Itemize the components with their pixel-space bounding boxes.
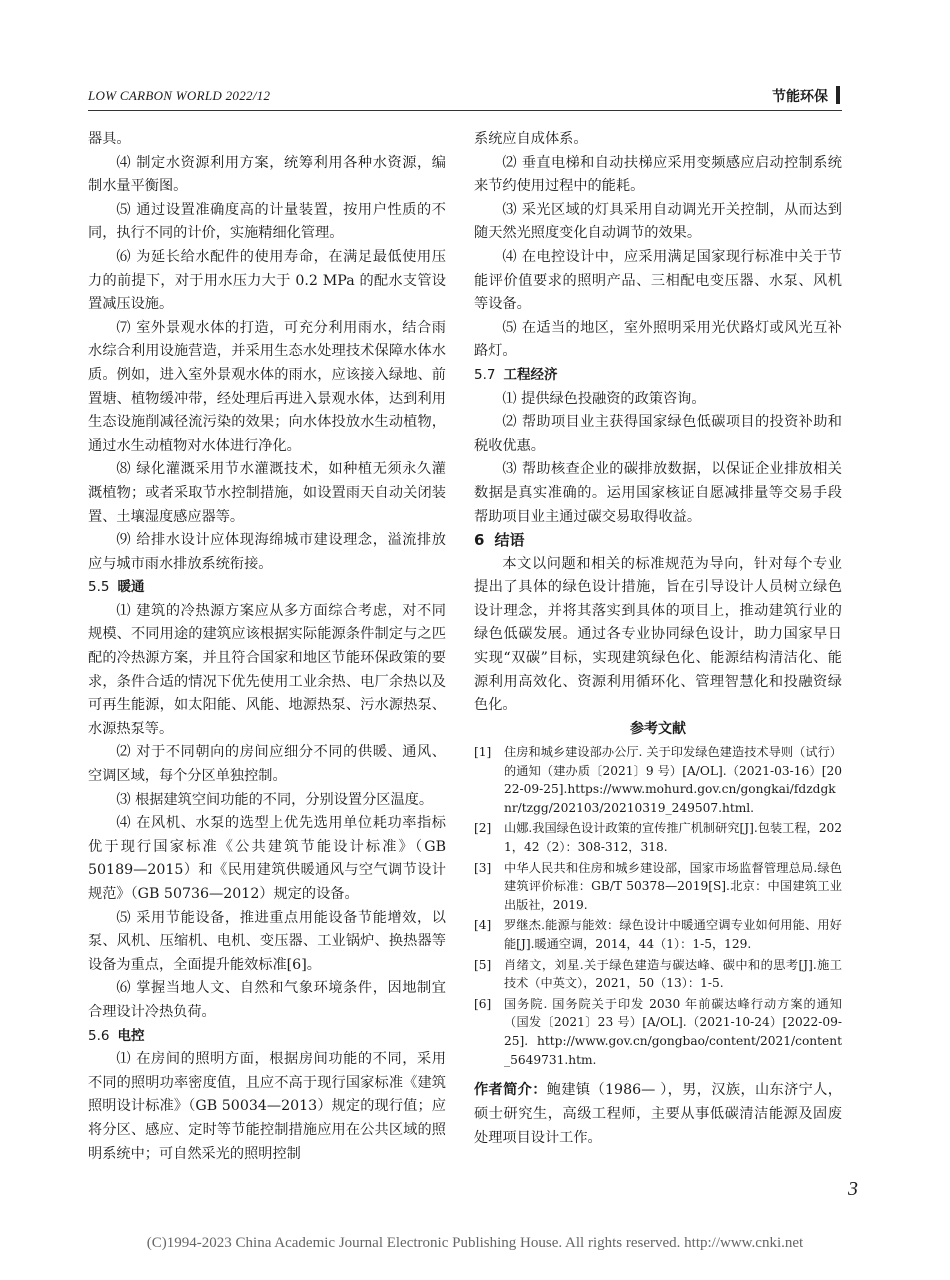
- reference-item: [474, 956, 842, 993]
- running-header: [88, 84, 842, 111]
- paragraph: ⑴ 在房间的照明方面，根据房间功能的不同，采用不同的照明功率密度值，且应不高于现行国家标准《建筑照明设计标准》（GB 50034—2013）规定的现行值；应将分区、感应、定时等节能控制措施应用在公共区域的照明系统中；可自然采光的照明控制: [88, 1051, 446, 1162]
- section-title: 结语: [494, 531, 525, 550]
- reference-number: [5]: [474, 957, 492, 972]
- paragraph: ⑶ 根据建筑空间功能的不同，分别设置分区温度。: [116, 791, 434, 808]
- section-heading-6: [474, 529, 842, 553]
- paragraph: ⑴ 建筑的冷热源方案应从多方面综合考虑，对不同规模、不同用途的建筑应该根据实际能源条件制定与之匹配的冷热源方案，并且符合国家和地区节能环保政策的要求，条件合适的情况下优先使用工业余热、电厂余热以及可再生能源，如太阳能、风能、地源热泵、污水源热泵、水源热泵等。: [88, 602, 446, 737]
- section-heading-5-6: [88, 1025, 446, 1049]
- paragraph: ⑵ 垂直电梯和自动扶梯应采用变频感应启动控制系统来节约使用过程中的能耗。: [474, 154, 842, 195]
- reference-item: [474, 995, 842, 1069]
- left-column: [88, 128, 446, 1166]
- section-number: 5.6: [88, 1027, 110, 1044]
- author-text: 鲍建镇（1986— ），男，汉族，山东济宁人，硕士研究生，高级工程师，主要从事低碳清洁能源及固废处理项目设计工作。: [474, 1082, 842, 1146]
- paragraph: ⑸ 采用节能设备，推进重点用能设备节能增效，以泵、风机、压缩机、电机、变压器、工业锅炉、换热器等设备为重点，全面提升能效标准[6]。: [88, 909, 446, 973]
- paragraph: ⑺ 室外景观水体的打造，可充分利用雨水，结合雨水综合利用设施营造，并采用生态水处理技术保障水体水质。例如，进入室外景观水体的雨水，应该接入绿地、前置塘、植物缓冲带，经处理后再进入景观水体，达到利用生态设施削减径流污染的效果；向水体投放水生动植物，通过水生动植物对水体进行净化。: [88, 319, 446, 454]
- paragraph: ⑹ 掌握当地人文、自然和气象环境条件，因地制宜合理设计冷热负荷。: [88, 980, 446, 1020]
- reference-text: 肖绪文，刘星.关于绿色建造与碳达峰、碳中和的思考[J].施工技术（中英文），2021，50（13）：1-5.: [504, 957, 842, 991]
- copyright-footer: (C)1994-2023 China Academic Journal Electronic Publishing House. All rights reserved. http://www.cnki.net: [146, 1235, 804, 1251]
- reference-item: [474, 916, 842, 953]
- section-number: 6: [474, 531, 485, 550]
- journal-name: LOW CARBON WORLD 2022/12: [88, 88, 271, 103]
- reference-item: [474, 859, 842, 915]
- paragraph: ⑴ 提供绿色投融资的政策咨询。: [502, 390, 706, 407]
- references-list: [474, 743, 842, 1071]
- paragraph: 系统应自成体系。: [474, 131, 588, 147]
- page-number: 3: [848, 1178, 858, 1200]
- paragraph: ⑸ 在适当的地区，室外照明采用光伏路灯或风光互补路灯。: [474, 319, 842, 360]
- references-title: 参考文献: [630, 721, 686, 737]
- reference-text: 罗继杰.能源与能效：绿色设计中暖通空调专业如何用能、用好能[J].暖通空调，2014，44（1）：1-5，129.: [504, 918, 842, 951]
- paragraph: ⑷ 制定水资源利用方案，统筹利用各种水资源，编制水量平衡图。: [88, 154, 446, 195]
- reference-item: [474, 819, 842, 856]
- paragraph: ⑻ 绿化灌溉采用节水灌溉技术，如种植无须永久灌溉植物；或者采取节水控制措施，如设置雨天自动关闭装置、土壤湿度感应器等。: [88, 461, 446, 525]
- reference-text: 住房和城乡建设部办公厅. 关于印发绿色建造技术导则（试行）的通知（建办质〔2021〕9 号）[A/OL].（2021-03-16）[2022-09-25].https://www.mohurd.gov.cn/gongkai/fdzdgknr/tzgg/202103/20210319_249507.html.: [504, 745, 842, 815]
- reference-number: [4]: [474, 918, 492, 933]
- reference-text: 中华人民共和住房和城乡建设部，国家市场监督管理总局.绿色建筑评价标准：GB/T 50378—2019[S].北京：中国建筑工业出版社，2019.: [504, 860, 842, 912]
- header-bar-mark: [836, 86, 840, 104]
- paragraph: ⑹ 为延长给水配件的使用寿命，在满足最低使用压力的前提下，对于用水压力大于 0.2 MPa 的配水支管设置减压设施。: [88, 248, 446, 313]
- right-column: [474, 128, 842, 718]
- section-title: 工程经济: [503, 366, 558, 383]
- reference-text: 山娜.我国绿色设计政策的宣传推广机制研究[J].包装工程，2021，42（2）：308-312，318.: [504, 821, 842, 854]
- paragraph: ⑼ 给排水设计应体现海绵城市建设理念，溢流排放应与城市雨水排放系统衔接。: [88, 532, 446, 572]
- paragraph: ⑷ 在电控设计中，应采用满足国家现行标准中关于节能评价值要求的照明产品、三相配电变压器、水泵、风机等设备。: [474, 248, 842, 313]
- paragraph: ⑶ 采光区域的灯具采用自动调光开关控制，从而达到随天然光照度变化自动调节的效果。: [474, 201, 842, 242]
- section-number: 5.5: [88, 579, 110, 596]
- reference-number: [3]: [474, 860, 492, 875]
- paragraph: ⑵ 帮助项目业主获得国家绿色低碳项目的投资补助和税收优惠。: [474, 414, 842, 454]
- section-heading-5-5: [88, 576, 446, 600]
- paragraph: 本文以问题和相关的标准规范为导向，针对每个专业提出了具体的绿色设计措施，旨在引导设计人员树立绿色设计理念，并将其落实到具体的项目上，推动建筑行业的绿色低碳发展。通过各专业协同绿色设计，助力国家早日实现“双碳”目标，实现建筑绿色化、能源结构清洁化、能源利用高效化、资源利用循环化、管理智慧化和投融资绿色化。: [474, 555, 842, 714]
- paragraph: ⑵ 对于不同朝向的房间应细分不同的供暖、通风、空调区域，每个分区单独控制。: [88, 744, 446, 785]
- reference-number: [2]: [474, 821, 492, 836]
- section-heading-5-7: [474, 364, 842, 388]
- paragraph: ⑸ 通过设置准确度高的计量装置，按用户性质的不同，执行不同的计价，实施精细化管理。: [88, 201, 446, 242]
- paragraph: 器具。: [88, 131, 131, 147]
- section-label: 节能环保: [772, 89, 828, 105]
- author-bio: [474, 1078, 842, 1150]
- reference-text: 国务院. 国务院关于印发 2030 年前碳达峰行动方案的通知（国发〔2021〕23 号）[A/OL].（2021-10-24）[2022-09-25]. http://www.gov.cn/gongbao/content/2021/content_5649731.htm.: [504, 996, 842, 1067]
- section-title: 电控: [117, 1027, 145, 1044]
- paragraph: ⑷ 在风机、水泵的选型上优先选用单位耗功率指标优于现行国家标准《公共建筑节能设计标准》（GB 50189—2015）和《民用建筑供暖通风与空气调节设计规范》（GB 50736—2012）规定的设备。: [88, 815, 446, 902]
- section-title: 暖通: [117, 579, 145, 596]
- reference-item: [474, 743, 842, 817]
- author-label: 作者简介：: [474, 1082, 547, 1098]
- reference-number: [1]: [474, 745, 492, 759]
- section-number: 5.7: [474, 366, 496, 383]
- paragraph: ⑶ 帮助核查企业的碳排放数据，以保证企业排放相关数据是真实准确的。运用国家核证自愿减排量等交易手段帮助项目业主通过碳交易取得收益。: [474, 461, 842, 525]
- reference-number: [6]: [474, 996, 492, 1011]
